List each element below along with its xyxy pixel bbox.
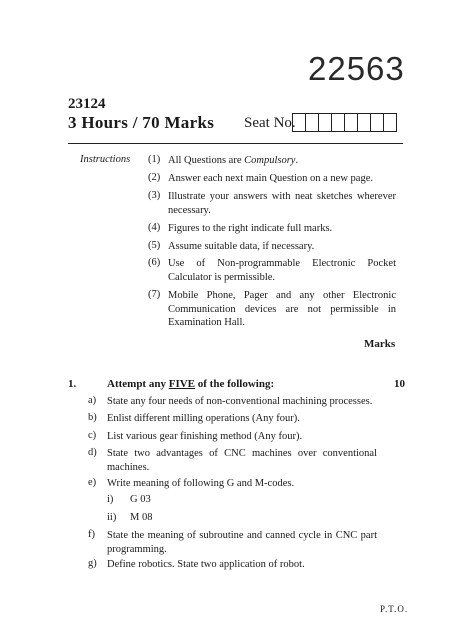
compulsory-emphasis: Compulsory: [244, 155, 296, 166]
instruction-number: (6): [148, 257, 161, 268]
part-letter: d): [88, 447, 97, 458]
code-numeral: ii): [107, 512, 117, 523]
part-letter: c): [88, 430, 97, 441]
seat-digit-box[interactable]: [384, 114, 396, 131]
part-text: Write meaning of following G and M-codes.: [107, 478, 295, 489]
code-value: M 08: [130, 512, 153, 523]
part-letter: f): [88, 529, 95, 540]
instruction-text: Assume suitable data, if necessary.: [168, 241, 315, 252]
seat-number-label: Seat No.: [244, 115, 296, 131]
please-turn-over: P.T.O.: [380, 604, 409, 614]
part-text: State the meaning of subroutine and canned cycle in CNC part programming.: [107, 530, 377, 555]
part-letter: g): [88, 558, 97, 569]
part-text: Define robotics. State two application of robot.: [107, 559, 305, 570]
seat-digit-box[interactable]: [345, 114, 358, 131]
instruction-number: (7): [148, 289, 161, 300]
seat-number-boxes[interactable]: [292, 113, 397, 132]
code-value: G 03: [130, 494, 151, 505]
part-letter: b): [88, 412, 97, 423]
instruction-number: (5): [148, 240, 161, 251]
instruction-number: (4): [148, 222, 161, 233]
part-text: State any four needs of non-conventional machining processes.: [107, 396, 373, 407]
question-number: 1.: [68, 378, 77, 390]
part-letter: e): [88, 477, 97, 488]
seat-digit-box[interactable]: [371, 114, 384, 131]
marks-heading: Marks: [364, 338, 396, 350]
header-divider: [68, 143, 403, 144]
paper-code: 22563: [308, 50, 405, 87]
seat-digit-box[interactable]: [293, 114, 306, 131]
subject-code: 23124: [68, 96, 106, 112]
seat-digit-box[interactable]: [332, 114, 345, 131]
instruction-number: (1): [148, 154, 161, 165]
seat-digit-box[interactable]: [306, 114, 319, 131]
question-marks: 10: [394, 378, 405, 390]
instruction-text: All Questions are Compulsory.: [168, 155, 299, 166]
question-title: Attempt any FIVE of the following:: [107, 378, 275, 390]
instruction-text: Use of Non-programmable Electronic Pocket Calculator is permissible.: [168, 258, 396, 283]
part-text: List various gear finishing method (Any four).: [107, 431, 303, 442]
instruction-text: Illustrate your answers with neat sketches wherever necessary.: [168, 191, 396, 216]
part-text: Enlist different milling operations (Any four).: [107, 413, 300, 424]
part-letter: a): [88, 395, 97, 406]
part-text: State two advantages of CNC machines over conventional machines.: [107, 448, 377, 473]
duration-marks: 3 Hours / 70 Marks: [68, 113, 215, 132]
seat-digit-box[interactable]: [319, 114, 332, 131]
instruction-text: Figures to the right indicate full marks.: [168, 223, 333, 234]
instruction-number: (3): [148, 190, 161, 201]
seat-digit-box[interactable]: [358, 114, 371, 131]
code-numeral: i): [107, 494, 114, 505]
instructions-label: Instructions: [80, 154, 131, 165]
instruction-text: Mobile Phone, Pager and any other Electronic Communication devices are not permissible in Examination Hall.: [168, 290, 396, 328]
instruction-text: Answer each next main Question on a new page.: [168, 173, 373, 184]
five-emphasis: FIVE: [168, 378, 195, 390]
instruction-number: (2): [148, 172, 161, 183]
